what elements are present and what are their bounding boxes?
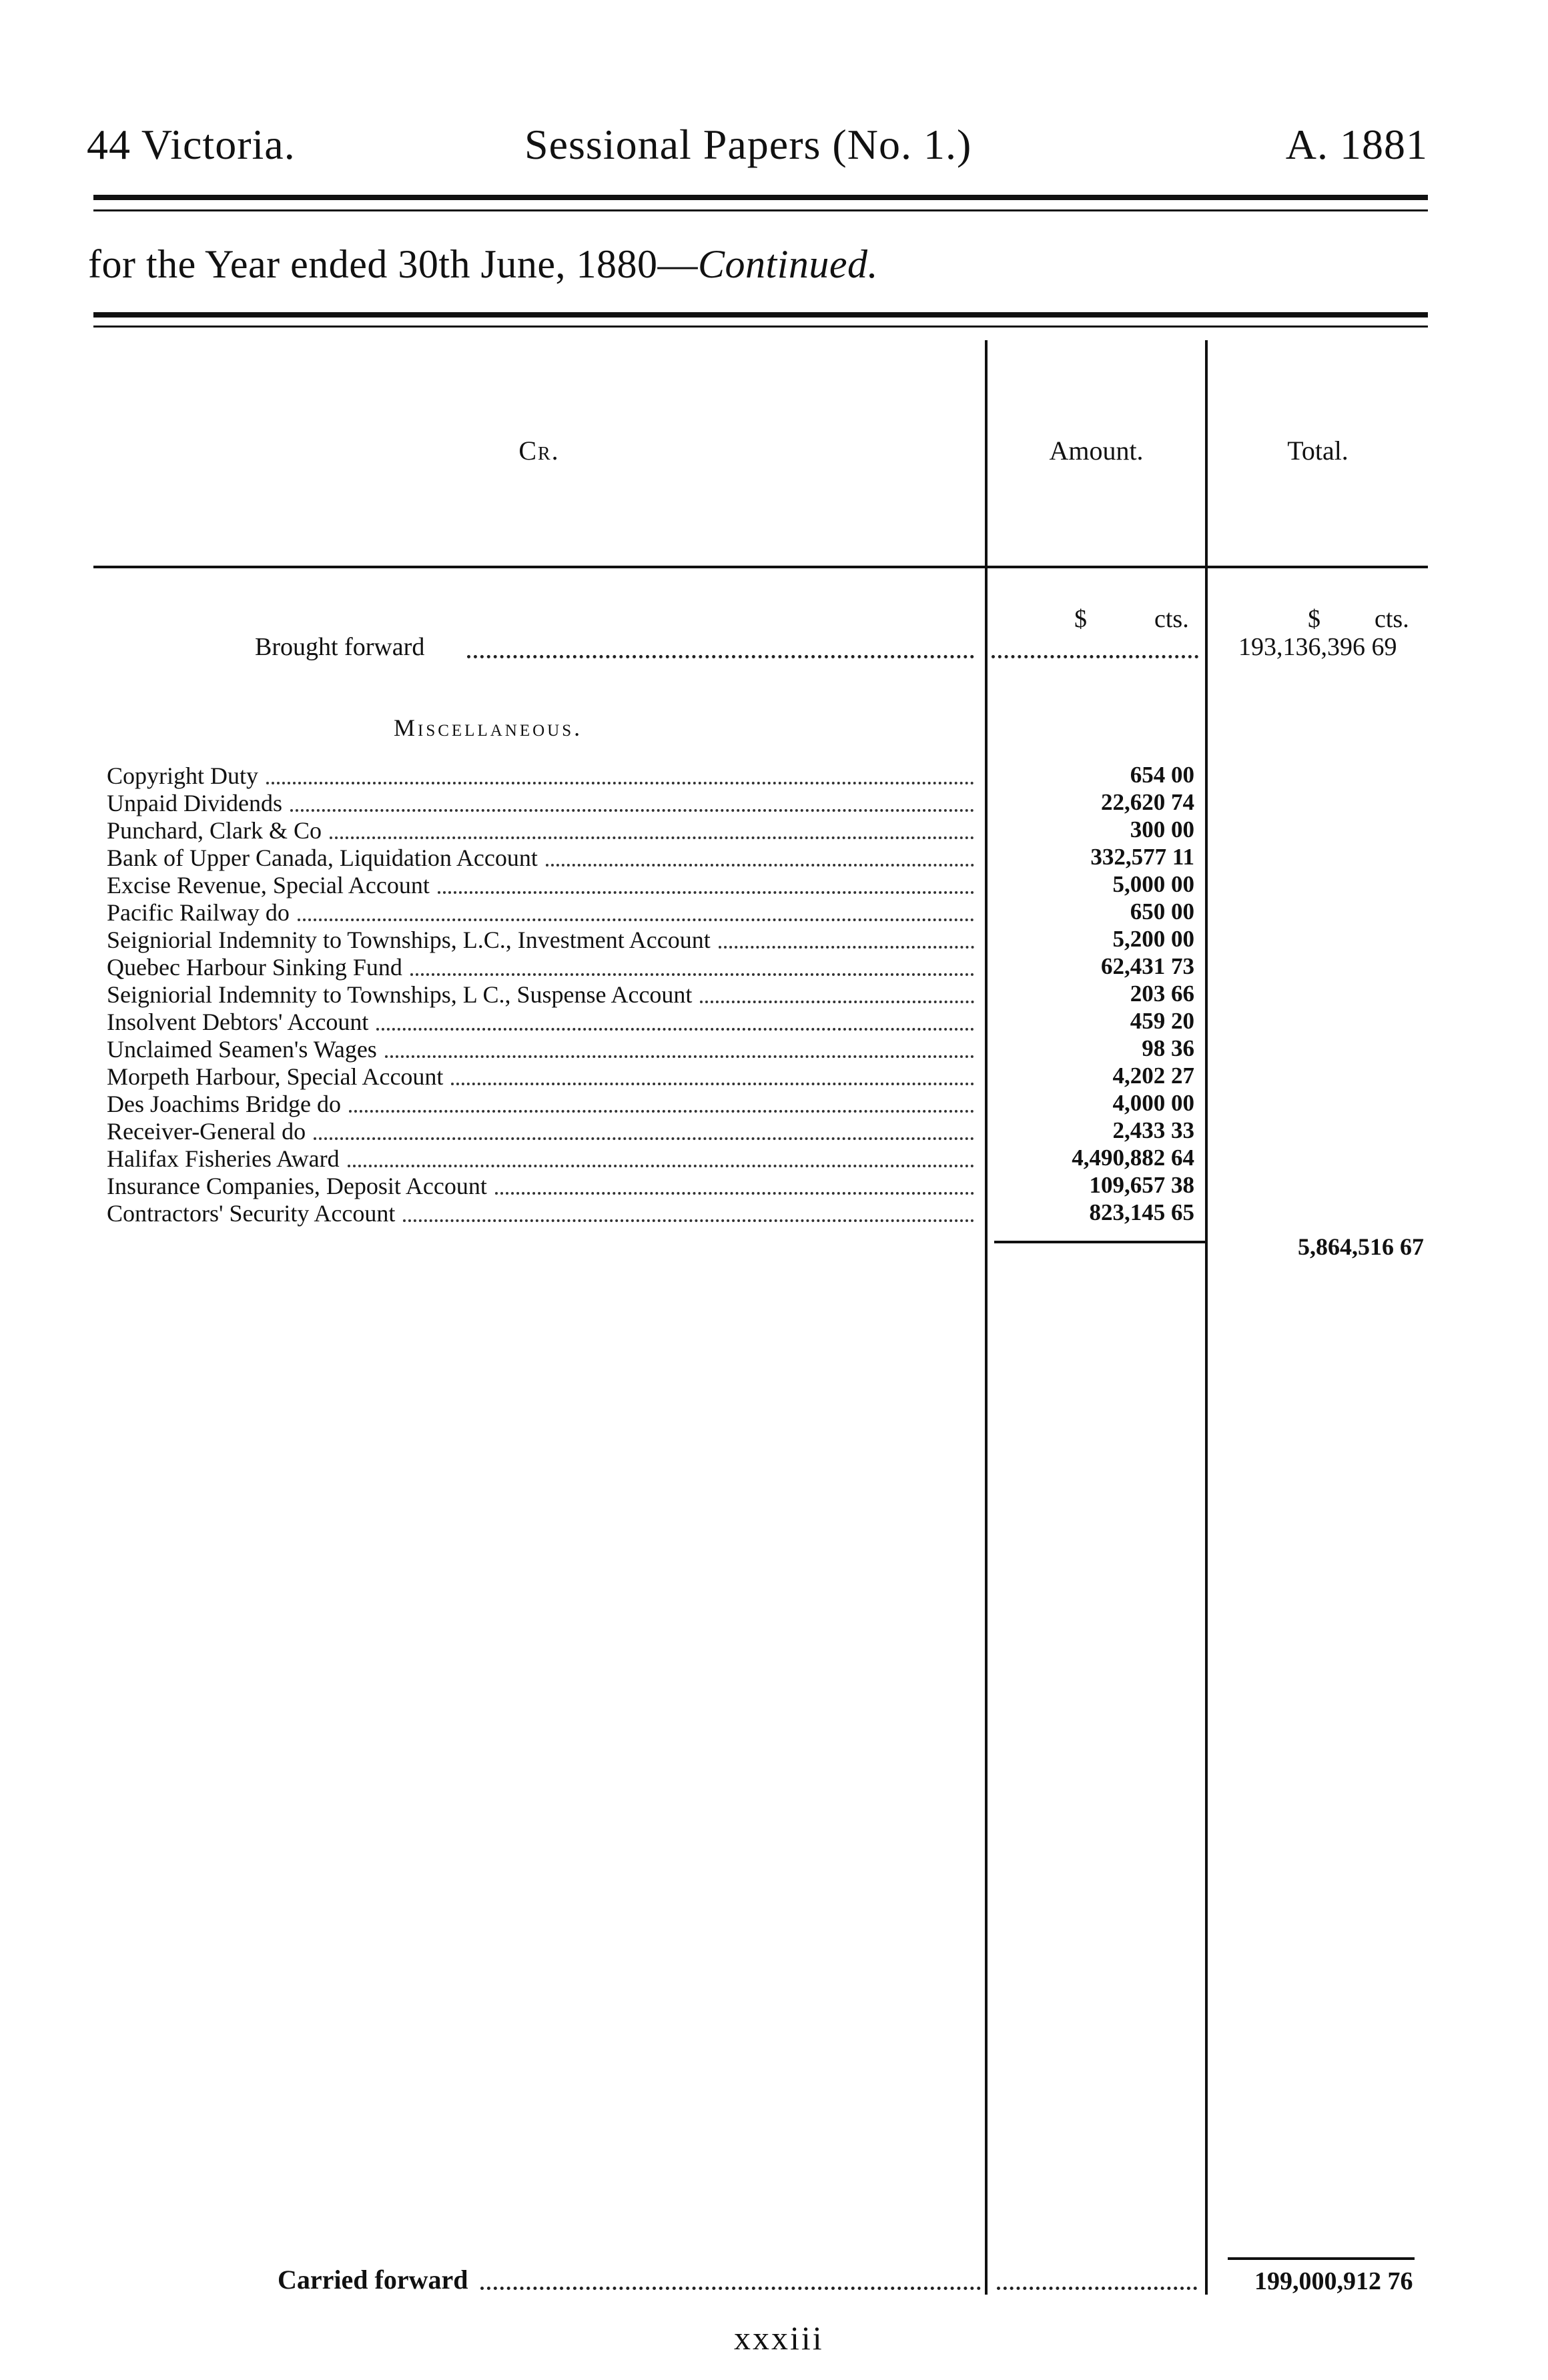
row-label: Seigniorial Indemnity to Townships, L.C., Investment Account: [107, 927, 711, 953]
table-top-rule-thick: [93, 312, 1428, 318]
header-rule-thin: [93, 209, 1428, 211]
carried-forward-label: Carried forward: [278, 2265, 468, 2295]
amount-dollar-unit: $: [1074, 605, 1087, 633]
row-label: Bank of Upper Canada, Liquidation Account: [107, 844, 538, 871]
row-label: Insolvent Debtors' Account: [107, 1009, 369, 1035]
row-leader: [385, 1055, 974, 1058]
row-amount: 203 66: [1130, 981, 1194, 1007]
row-leader: [349, 1110, 974, 1113]
row-label: Excise Revenue, Special Account: [107, 872, 430, 899]
row-label: Receiver-General do: [107, 1118, 306, 1145]
row-leader: [438, 891, 974, 894]
subtitle-main: for the Year ended 30th June, 1880—: [88, 242, 699, 286]
row-label: Quebec Harbour Sinking Fund: [107, 954, 402, 981]
row-amount: 650 00: [1130, 899, 1194, 925]
column-divider-amount: [985, 340, 988, 2295]
row-leader: [266, 782, 974, 784]
row-leader: [376, 1028, 974, 1031]
row-amount: 4,490,882 64: [1072, 1145, 1194, 1171]
row-label: Contractors' Security Account: [107, 1200, 396, 1227]
brought-forward-amount-leader: [992, 655, 1198, 658]
row-label: Unpaid Dividends: [107, 790, 282, 816]
row-leader: [290, 809, 974, 812]
amount-cents-unit: cts.: [1154, 605, 1189, 633]
row-label: Unclaimed Seamen's Wages: [107, 1036, 377, 1063]
brought-forward-total: 193,136,396 69: [1238, 633, 1397, 661]
carried-forward-leader: [480, 2287, 981, 2290]
carried-forward-total: 199,000,912 76: [1254, 2267, 1413, 2295]
row-amount: 109,657 38: [1089, 1172, 1194, 1198]
miscellaneous-total: 5,864,516 67: [1298, 1233, 1424, 1260]
row-leader: [348, 1165, 974, 1167]
row-leader: [700, 1001, 974, 1003]
header-volume: 44 Victoria.: [87, 121, 296, 168]
row-amount: 22,620 74: [1101, 789, 1194, 815]
row-label: Punchard, Clark & Co: [107, 817, 322, 844]
row-amount: 5,200 00: [1112, 926, 1194, 952]
row-label: Morpeth Harbour, Special Account: [107, 1063, 444, 1090]
row-label: Halifax Fisheries Award: [107, 1145, 340, 1172]
carried-forward-rule: [1228, 2257, 1415, 2260]
row-label: Insurance Companies, Deposit Account: [107, 1173, 487, 1199]
brought-forward-label: Brought forward: [255, 633, 425, 661]
row-leader: [403, 1219, 974, 1222]
row-leader: [719, 946, 974, 949]
carried-forward-amount-leader: [997, 2287, 1197, 2290]
column-header-cr: Cr.: [518, 436, 560, 466]
column-header-amount: Amount.: [1049, 436, 1144, 466]
row-amount: 4,000 00: [1112, 1090, 1194, 1116]
table-top-rule-thin: [93, 326, 1428, 328]
row-amount: 4,202 27: [1112, 1063, 1194, 1089]
amount-sum-rule: [994, 1241, 1205, 1243]
row-leader: [410, 973, 974, 976]
subtitle-continued: Continued.: [698, 242, 879, 286]
row-amount: 300 00: [1130, 816, 1194, 842]
table-subtitle: [88, 241, 878, 287]
page-number: xxxiii: [734, 2319, 824, 2357]
row-leader: [298, 919, 974, 921]
row-label: Des Joachims Bridge do: [107, 1091, 341, 1117]
brought-forward-leader: [467, 655, 974, 658]
row-leader: [495, 1192, 974, 1195]
row-amount: 2,433 33: [1112, 1117, 1194, 1143]
row-amount: 98 36: [1142, 1035, 1194, 1061]
section-heading: Miscellaneous.: [394, 714, 583, 741]
row-amount: 5,000 00: [1112, 871, 1194, 897]
header-year: A. 1881: [1285, 121, 1428, 168]
total-cents-unit: cts.: [1375, 605, 1409, 633]
row-leader: [451, 1083, 974, 1085]
row-leader: [314, 1137, 974, 1140]
row-label: Seigniorial Indemnity to Townships, L C., Suspense Account: [107, 981, 693, 1008]
row-amount: 62,431 73: [1101, 953, 1194, 979]
row-amount: 654 00: [1130, 762, 1194, 788]
row-amount: 823,145 65: [1089, 1199, 1194, 1225]
header-rule-thick: [93, 195, 1428, 200]
row-amount: 332,577 11: [1090, 844, 1194, 870]
row-leader: [330, 836, 974, 839]
column-divider-total: [1205, 340, 1208, 2295]
row-leader: [546, 864, 974, 866]
header-title: Sessional Papers (No. 1.): [524, 121, 972, 168]
column-header-total: Total.: [1287, 436, 1348, 466]
column-header-rule: [93, 566, 1428, 568]
row-label: Copyright Duty: [107, 762, 259, 789]
row-amount: 459 20: [1130, 1008, 1194, 1034]
row-label: Pacific Railway do: [107, 899, 290, 926]
total-dollar-unit: $: [1308, 605, 1320, 633]
